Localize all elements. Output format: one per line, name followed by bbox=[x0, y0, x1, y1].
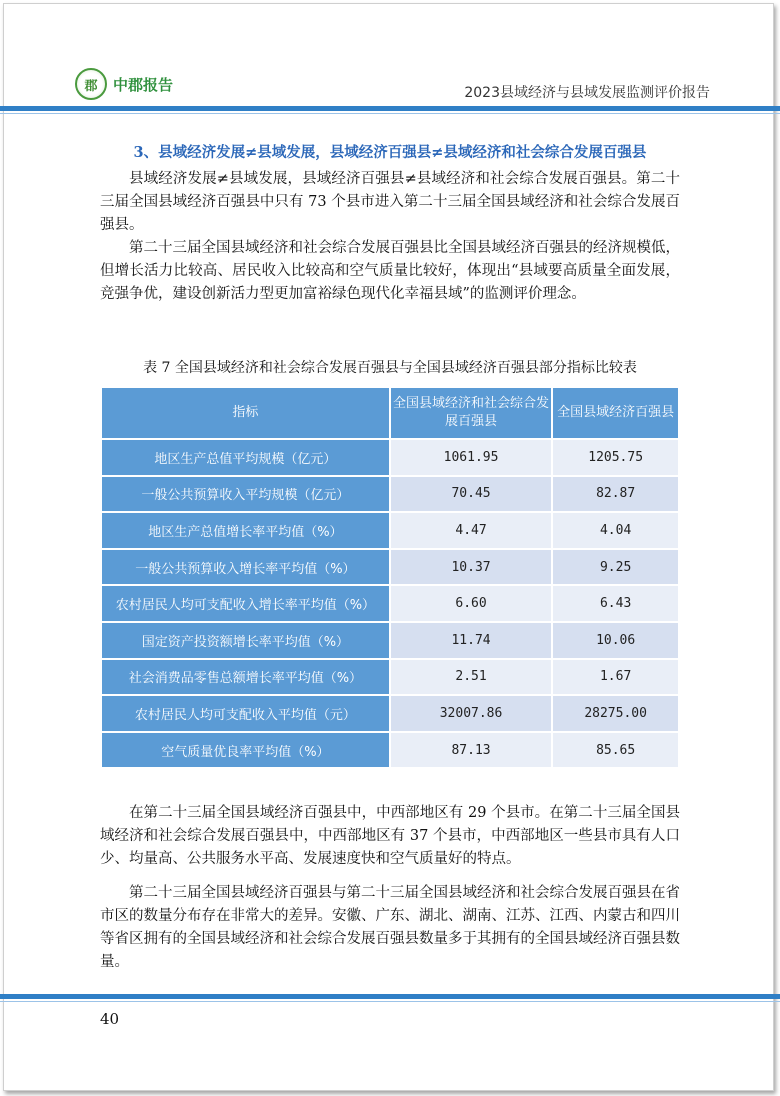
value-economy: 1.67 bbox=[552, 659, 679, 696]
table-row bbox=[101, 476, 679, 513]
table-header-row bbox=[101, 387, 679, 439]
header-rule-thin bbox=[0, 113, 780, 114]
value-economy: 28275.00 bbox=[552, 695, 679, 732]
table-caption: 表 7 全国县域经济和社会综合发展百强县与全国县域经济百强县部分指标比较表 bbox=[143, 360, 637, 376]
value-economy: 9.25 bbox=[552, 549, 679, 586]
header-comprehensive-top100: 全国县域经济和社会综合发展百强县 bbox=[390, 387, 553, 439]
value-comprehensive: 1061.95 bbox=[390, 439, 553, 476]
row-label: 一般公共预算收入平均规模（亿元） bbox=[101, 476, 390, 513]
value-comprehensive: 70.45 bbox=[390, 476, 553, 513]
value-economy: 4.04 bbox=[552, 512, 679, 549]
row-label: 社会消费品零售总额增长率平均值（%） bbox=[101, 659, 390, 696]
table-row bbox=[101, 585, 679, 622]
row-label: 农村居民人均可支配收入平均值（元） bbox=[101, 695, 390, 732]
value-economy: 6.43 bbox=[552, 585, 679, 622]
value-economy: 1205.75 bbox=[552, 439, 679, 476]
value-comprehensive: 6.60 bbox=[390, 585, 553, 622]
paragraph-1: 县域经济发展≠县域发展，县域经济百强县≠县域经济和社会综合发展百强县。第二十三届全国县域经济百强县中只有 73 个县市进入第二十三届全国县域经济和社会综合发展百强县。 bbox=[100, 171, 680, 233]
row-label: 一般公共预算收入增长率平均值（%） bbox=[101, 549, 390, 586]
value-economy: 85.65 bbox=[552, 732, 679, 769]
table-row bbox=[101, 695, 679, 732]
table-row bbox=[101, 732, 679, 769]
row-label: 空气质量优良率平均值（%） bbox=[101, 732, 390, 769]
row-label: 地区生产总值平均规模（亿元） bbox=[101, 439, 390, 476]
brand-logo bbox=[75, 68, 173, 100]
value-comprehensive: 11.74 bbox=[390, 622, 553, 659]
table-row bbox=[101, 439, 679, 476]
footer-rule-thin bbox=[0, 1001, 780, 1002]
section-heading: 3、县域经济发展≠县域发展，县域经济百强县≠县域经济和社会综合发展百强县 bbox=[133, 144, 647, 161]
report-title: 2023县域经济与县域发展监测评价报告 bbox=[464, 85, 710, 101]
value-economy: 10.06 bbox=[552, 622, 679, 659]
value-comprehensive: 4.47 bbox=[390, 512, 553, 549]
value-comprehensive: 87.13 bbox=[390, 732, 553, 769]
footer-rule bbox=[0, 994, 780, 999]
table-row bbox=[101, 622, 679, 659]
brand-name: 中郡报告 bbox=[113, 75, 174, 94]
value-economy: 82.87 bbox=[552, 476, 679, 513]
value-comprehensive: 32007.86 bbox=[390, 695, 553, 732]
page-number: 40 bbox=[100, 1010, 120, 1028]
row-label: 国定资产投资额增长率平均值（%） bbox=[101, 622, 390, 659]
logo-char: 郡 bbox=[84, 78, 98, 94]
paragraph-3: 在第二十三届全国县域经济百强县中，中西部地区有 29 个县市。在第二十三届全国县域经济和社会综合发展百强县中，中西部地区有 37 个县市，中西部地区一些县市具有人口少、均量高、公共服务水平高、发展速度快和空气质量好的特点。 bbox=[100, 805, 680, 867]
value-comprehensive: 10.37 bbox=[390, 549, 553, 586]
paragraph-2: 第二十三届全国县域经济和社会综合发展百强县比全国县域经济百强县的经济规模低，但增长活力比较高、居民收入比较高和空气质量比较好，体现出“县域要高质量全面发展，竞强争优，建设创新活力型更加富裕绿色现代化幸福县域”的监测评价理念。 bbox=[100, 240, 680, 302]
comparison-table bbox=[100, 386, 680, 769]
row-label: 地区生产总值增长率平均值（%） bbox=[101, 512, 390, 549]
table-row bbox=[101, 549, 679, 586]
paragraph-4: 第二十三届全国县域经济百强县与第二十三届全国县域经济和社会综合发展百强县在省市区的数量分布存在非常大的差异。安徽、广东、湖北、湖南、江苏、江西、内蒙古和四川等省区拥有的全国县域经济和社会综合发展百强县数量多于其拥有的全国县域经济百强县数量。 bbox=[100, 885, 680, 970]
table-row bbox=[101, 659, 679, 696]
value-comprehensive: 2.51 bbox=[390, 659, 553, 696]
seal-icon bbox=[75, 68, 107, 100]
table-row bbox=[101, 512, 679, 549]
row-label: 农村居民人均可支配收入增长率平均值（%） bbox=[101, 585, 390, 622]
header-economy-top100: 全国县域经济百强县 bbox=[552, 387, 679, 439]
header-rule bbox=[0, 106, 780, 111]
header-indicator: 指标 bbox=[101, 387, 390, 439]
